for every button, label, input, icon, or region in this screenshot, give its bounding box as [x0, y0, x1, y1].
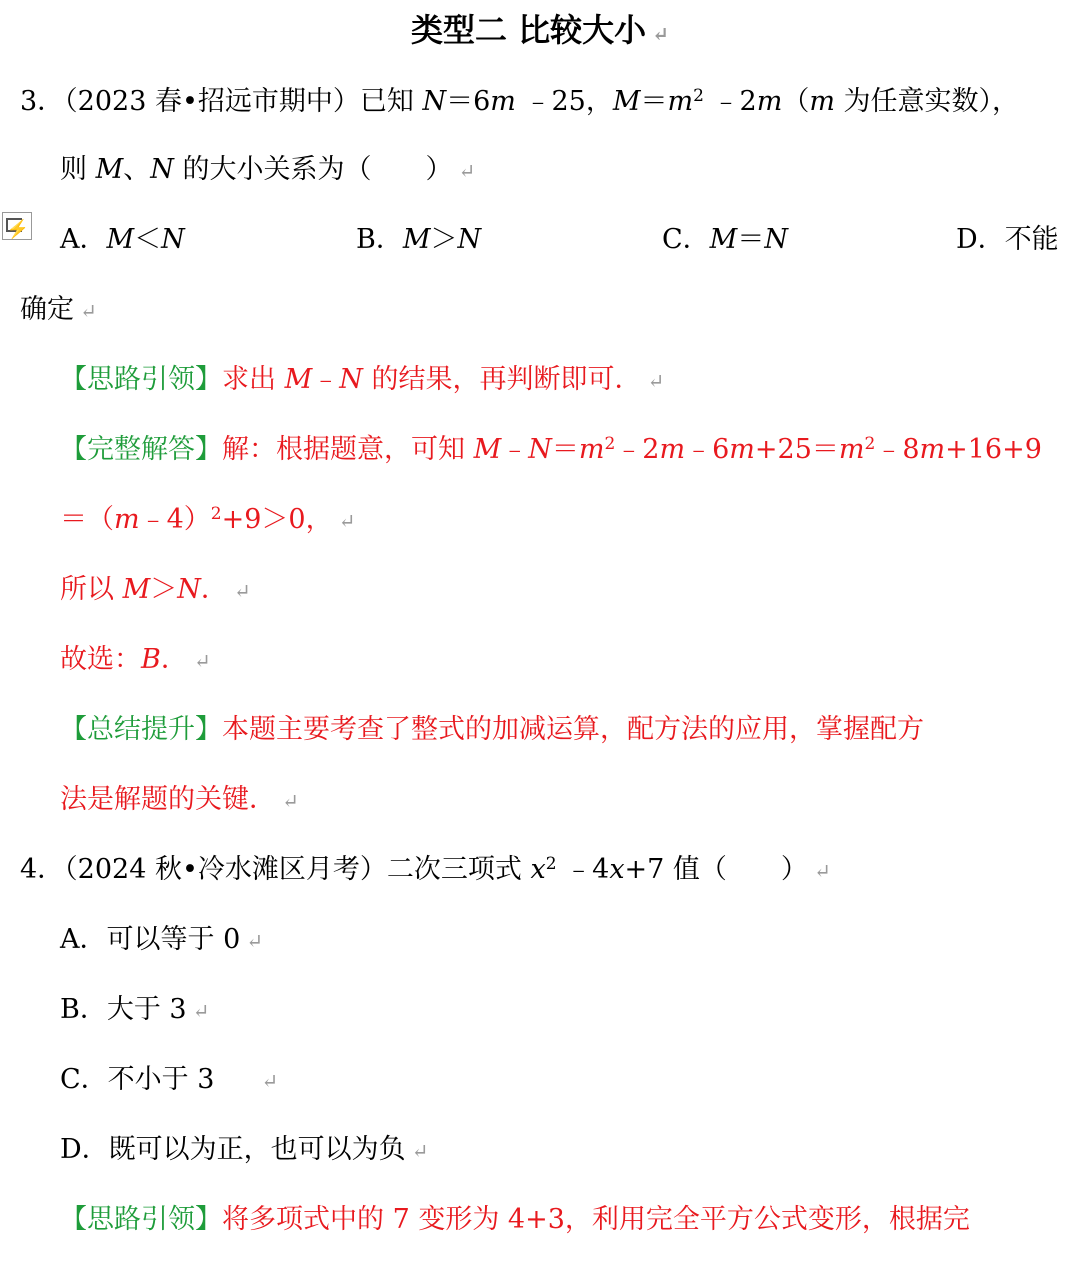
var-m: m: [578, 434, 605, 465]
solution-text: [222, 434, 1042, 465]
paragraph-mark-icon: ↵: [80, 299, 97, 323]
sol-part: ．: [160, 644, 188, 675]
paragraph-mark-icon: ↵: [282, 789, 299, 813]
var-m: m: [667, 86, 694, 117]
var-M: M: [709, 224, 738, 255]
solution-tag: 【完整解答】: [60, 434, 222, 465]
q4-text: ﹣4: [556, 854, 610, 885]
q3-summary-line-2: [60, 782, 299, 819]
sol-part: ﹣6: [685, 434, 730, 465]
q3-stem-line-2: [60, 152, 475, 189]
section-title: [0, 12, 1080, 52]
sol-part: ﹣8: [875, 434, 920, 465]
paragraph-mark-icon: ↵: [647, 369, 665, 393]
var-m: m: [114, 504, 140, 535]
option-text: A．可以等于 0: [60, 924, 241, 955]
q3-solution-line-4: [60, 642, 211, 679]
q3-option-b[interactable]: [356, 222, 481, 258]
paragraph-mark-icon: ↵: [261, 1069, 279, 1093]
var-N: N: [161, 224, 185, 255]
superscript: 2: [210, 504, 222, 524]
option-label: B．: [356, 224, 403, 255]
hint-tag: 【思路引领】: [60, 1204, 222, 1235]
var-N: N: [528, 434, 552, 465]
paragraph-mark-icon: ↵: [338, 509, 356, 533]
q3-option-d-continuation: [20, 292, 97, 329]
q3-option-d[interactable]: D．不能: [956, 224, 1059, 255]
q3-solution-line-1: [60, 432, 1042, 468]
var-N: N: [764, 224, 788, 255]
q3-text: （: [782, 86, 810, 117]
paragraph-mark-icon: ↵: [246, 929, 264, 953]
hint-text: [222, 364, 641, 395]
var-x: x: [530, 854, 546, 885]
var-M: M: [402, 224, 431, 255]
answer-letter: B: [141, 644, 161, 675]
section-title-text: 类型二 比较大小: [411, 11, 647, 49]
sol-part: +25＝: [754, 434, 839, 465]
relation: ＝: [737, 224, 765, 255]
q3-hint: [60, 362, 664, 399]
q3-text: 、: [123, 154, 151, 185]
lightning-icon: ⚡: [6, 219, 29, 240]
var-m: m: [659, 434, 686, 465]
summary-text: 本题主要考查了整式的加减运算，配方法的应用，掌握配方: [222, 714, 924, 745]
paragraph-mark-icon: ↵: [813, 859, 831, 883]
var-M: M: [106, 224, 135, 255]
option-label: A．: [60, 224, 107, 255]
option-text: C．不小于 3: [60, 1064, 242, 1095]
option-text: D．既可以为正，也可以为负: [60, 1134, 406, 1165]
superscript: 2: [693, 86, 704, 106]
q3-text: ﹣25，: [515, 86, 613, 117]
q3-text: ﹣2: [703, 86, 757, 117]
q3-solution-line-2: [60, 502, 355, 539]
q4-stem: [20, 852, 831, 889]
sol-part: +16+9: [945, 434, 1042, 465]
var-M: M: [612, 86, 641, 117]
summary-tag: 【总结提升】: [60, 714, 222, 745]
paragraph-mark-icon: ↵: [192, 999, 210, 1023]
paragraph-mark-icon: ↵: [458, 159, 476, 183]
q3-summary-line-1: [60, 712, 924, 748]
q4-text: +7 值（ ）: [624, 854, 808, 885]
q3-stem-line-1: [20, 84, 1019, 120]
var-m: m: [490, 86, 516, 117]
summary-text: 法是解题的关键．: [60, 784, 276, 815]
var-x: x: [609, 854, 625, 885]
q3-prefix: 3．（2023 春•招远市期中）已知: [20, 86, 423, 117]
q3-options-row: [0, 219, 1080, 258]
var-m: m: [809, 86, 835, 117]
var-N: N: [150, 154, 174, 185]
paragraph-mark-icon: ↵: [193, 649, 211, 673]
hint-text: 将多项式中的 7 变形为 4+3，利用完全平方公式变形，根据完: [222, 1204, 970, 1235]
var-M: M: [473, 434, 502, 465]
q4-option-a[interactable]: [60, 922, 263, 959]
q4-hint: [60, 1202, 970, 1238]
sol-part: 故选：: [60, 644, 141, 675]
sol-part: ＝（: [60, 504, 114, 535]
paragraph-mark-icon: ↵: [233, 579, 251, 603]
q4-option-d[interactable]: [60, 1132, 428, 1169]
relation: ＞: [430, 224, 458, 255]
q3-text: 则: [60, 154, 96, 185]
sol-part: +9＞0，: [221, 504, 333, 535]
paragraph-mark-icon: ↵: [411, 1139, 429, 1163]
var-m: m: [838, 434, 865, 465]
relation: ＜: [134, 224, 162, 255]
var-N: N: [457, 224, 482, 255]
q3-solution-line-3: [60, 572, 251, 609]
q3-text: 的大小关系为（ ）: [173, 154, 453, 185]
sol-part: 解：根据题意，可知: [222, 434, 474, 465]
superscript: 2: [545, 854, 557, 874]
var-N: N: [177, 574, 201, 605]
q3-text: ＝: [640, 86, 668, 117]
var-m: m: [756, 86, 783, 117]
var-N: N: [422, 86, 447, 117]
hint-tag: 【思路引领】: [60, 364, 222, 395]
option-text: B．大于 3: [60, 994, 187, 1025]
sol-part: ＝: [551, 434, 579, 465]
paragraph-mark-icon: ↵: [652, 22, 669, 46]
q4-option-c[interactable]: [60, 1062, 278, 1099]
superscript: 2: [604, 434, 616, 454]
q3-text: ＝6: [446, 86, 491, 117]
hint-part: 求出: [222, 364, 285, 395]
q4-prefix: 4．（2024 秋•冷水滩区月考）二次三项式: [20, 854, 531, 885]
q3-text: 确定: [20, 294, 74, 325]
sol-part: ﹣2: [615, 434, 660, 465]
var-m: m: [919, 434, 946, 465]
q3-text: 为任意实数），: [834, 86, 1020, 117]
option-label: C．: [662, 224, 710, 255]
sol-part: ．: [200, 574, 228, 605]
sol-part: ﹣: [501, 434, 529, 465]
sol-part: ＞: [150, 574, 178, 605]
var-M: M: [284, 364, 313, 395]
sol-part: 所以: [60, 574, 123, 605]
q3-option-c[interactable]: [662, 222, 788, 258]
var-N: N: [339, 364, 363, 395]
hint-part: ﹣: [312, 364, 340, 395]
q3-option-a[interactable]: [60, 222, 185, 258]
var-m: m: [729, 434, 755, 465]
superscript: 2: [864, 434, 876, 454]
var-M: M: [122, 574, 151, 605]
hint-part: 的结果，再判断即可．: [362, 364, 642, 395]
sol-part: ﹣4）: [139, 504, 211, 535]
q4-option-b[interactable]: [60, 992, 209, 1029]
var-M: M: [95, 154, 124, 185]
